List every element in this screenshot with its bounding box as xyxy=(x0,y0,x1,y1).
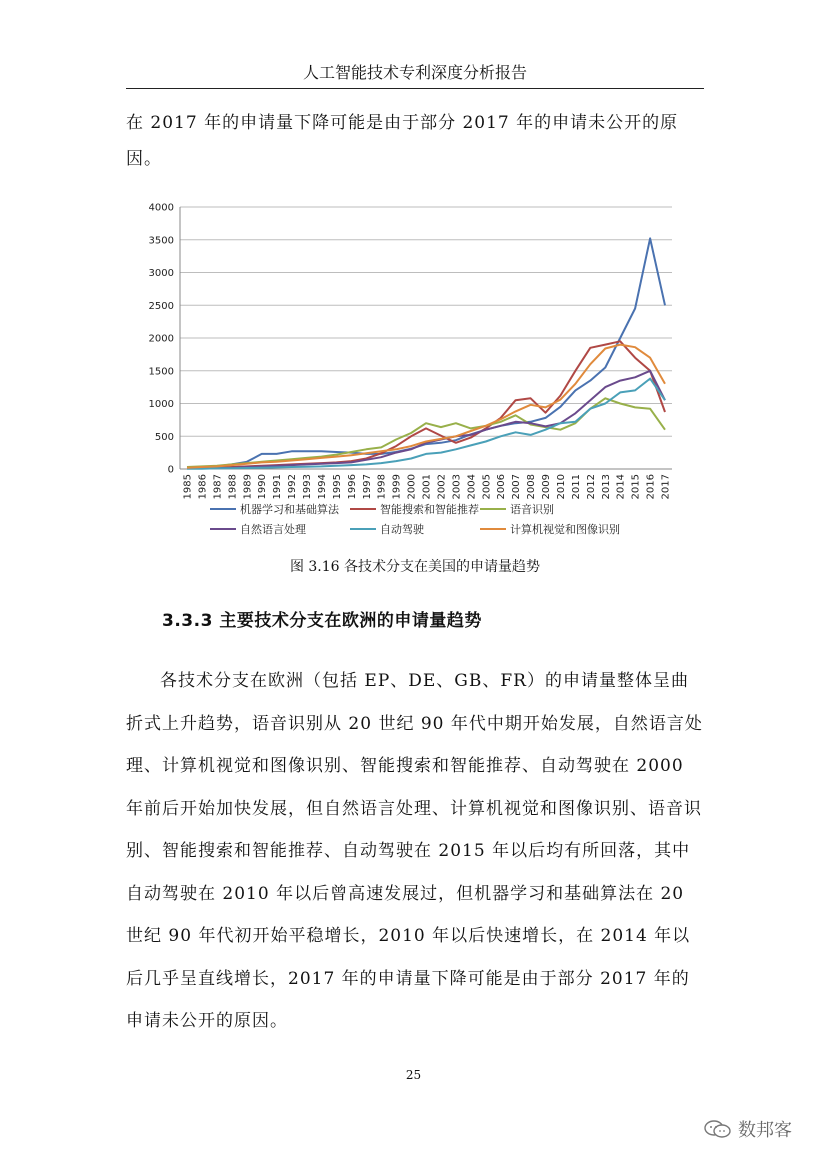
y-tick-label: 2500 xyxy=(148,300,174,312)
section-heading: 3.3.3 主要技术分支在欧洲的申请量趋势 xyxy=(162,611,482,631)
x-tick-label: 1986 xyxy=(197,474,209,500)
x-tick-label: 1995 xyxy=(331,474,343,500)
x-tick-label: 1997 xyxy=(361,474,373,500)
y-tick-label: 2000 xyxy=(148,333,174,345)
figure-caption: 图 3.16 各技术分支在美国的申请量趋势 xyxy=(289,559,541,575)
us-application-trend-chart xyxy=(140,195,685,545)
page-header: 人工智能技术专利深度分析报告 xyxy=(302,63,527,82)
wechat-icon xyxy=(704,1119,732,1139)
y-tick-label: 4000 xyxy=(148,202,174,214)
x-tick-label: 2013 xyxy=(600,474,612,500)
page-number: 25 xyxy=(405,1068,422,1082)
y-tick-label: 0 xyxy=(167,464,174,476)
x-tick-label: 2007 xyxy=(511,474,523,500)
y-tick-label: 1000 xyxy=(148,399,174,410)
paragraph-continued: 在 2017 年的申请量下降可能是由于部分 2017 年的申请未公开的原因。 xyxy=(126,113,679,169)
x-tick-label: 1988 xyxy=(227,474,239,500)
legend-label: 语音识别 xyxy=(510,503,554,516)
body-paragraph: 各技术分支在欧洲（包括 EP、DE、GB、FR）的申请量整体呈曲折式上升趋势，语音识别从 20 世纪 90 年代中期开始发展，自然语言处理、计算机视觉和图像识别、智能搜索和智能推荐、自动驾驶在 2000 年前后开始加快发展，但自然语言处理、计算机视觉和图像识别、语音识别、智能搜索和智能推荐、自动驾驶在 2015 年以后均有所回落，其中自动驾驶在 2010 年以后曾高速发展过，但机器学习和基础算法在 20 世纪 90 年代初开始平稳增长，2010 年以后快速增长，在 2014 年以后几乎呈直线增长，2017 年的申请量下降可能是由于部分 2017 年的申请未公开的原因。 xyxy=(126,671,703,1031)
x-tick-label: 2001 xyxy=(421,474,433,500)
x-tick-label: 1998 xyxy=(376,474,388,500)
watermark xyxy=(704,1116,792,1142)
x-tick-label: 2014 xyxy=(615,474,627,500)
legend-label: 自动驾驶 xyxy=(380,523,424,536)
y-tick-label: 3000 xyxy=(148,268,174,279)
x-tick-label: 1999 xyxy=(391,474,403,500)
y-tick-label: 500 xyxy=(154,431,174,443)
legend-label: 机器学习和基础算法 xyxy=(240,503,339,516)
x-tick-label: 1996 xyxy=(346,474,358,500)
x-tick-label: 2002 xyxy=(436,474,448,500)
legend-label: 计算机视觉和图像识别 xyxy=(510,523,620,536)
x-tick-label: 1994 xyxy=(316,474,328,500)
x-tick-label: 2005 xyxy=(481,474,493,500)
y-tick-label: 1500 xyxy=(148,366,174,378)
y-tick-label: 3500 xyxy=(148,235,174,247)
x-tick-label: 1993 xyxy=(302,474,313,500)
x-tick-label: 2006 xyxy=(496,474,508,500)
watermark-text: 数邦客 xyxy=(738,1120,792,1141)
x-tick-label: 1990 xyxy=(257,474,269,500)
x-tick-label: 2010 xyxy=(555,474,567,500)
x-tick-label: 1987 xyxy=(212,474,224,500)
x-tick-label: 1991 xyxy=(272,474,284,500)
x-tick-label: 2016 xyxy=(645,474,657,500)
header-divider xyxy=(126,88,704,89)
legend-label: 智能搜索和智能推荐 xyxy=(380,503,479,516)
x-tick-label: 2012 xyxy=(585,474,597,500)
x-tick-label: 1985 xyxy=(182,474,194,500)
x-tick-label: 2004 xyxy=(466,474,478,500)
x-tick-label: 2003 xyxy=(451,474,463,500)
x-tick-label: 1989 xyxy=(242,474,254,500)
x-tick-label: 1992 xyxy=(287,474,299,500)
x-tick-label: 2011 xyxy=(570,474,582,500)
legend-label: 自然语言处理 xyxy=(240,523,306,536)
x-tick-label: 2017 xyxy=(660,474,672,500)
x-tick-label: 2000 xyxy=(406,474,418,500)
x-tick-label: 2008 xyxy=(526,474,538,500)
x-tick-label: 2015 xyxy=(630,474,642,500)
x-tick-label: 2009 xyxy=(541,474,552,500)
